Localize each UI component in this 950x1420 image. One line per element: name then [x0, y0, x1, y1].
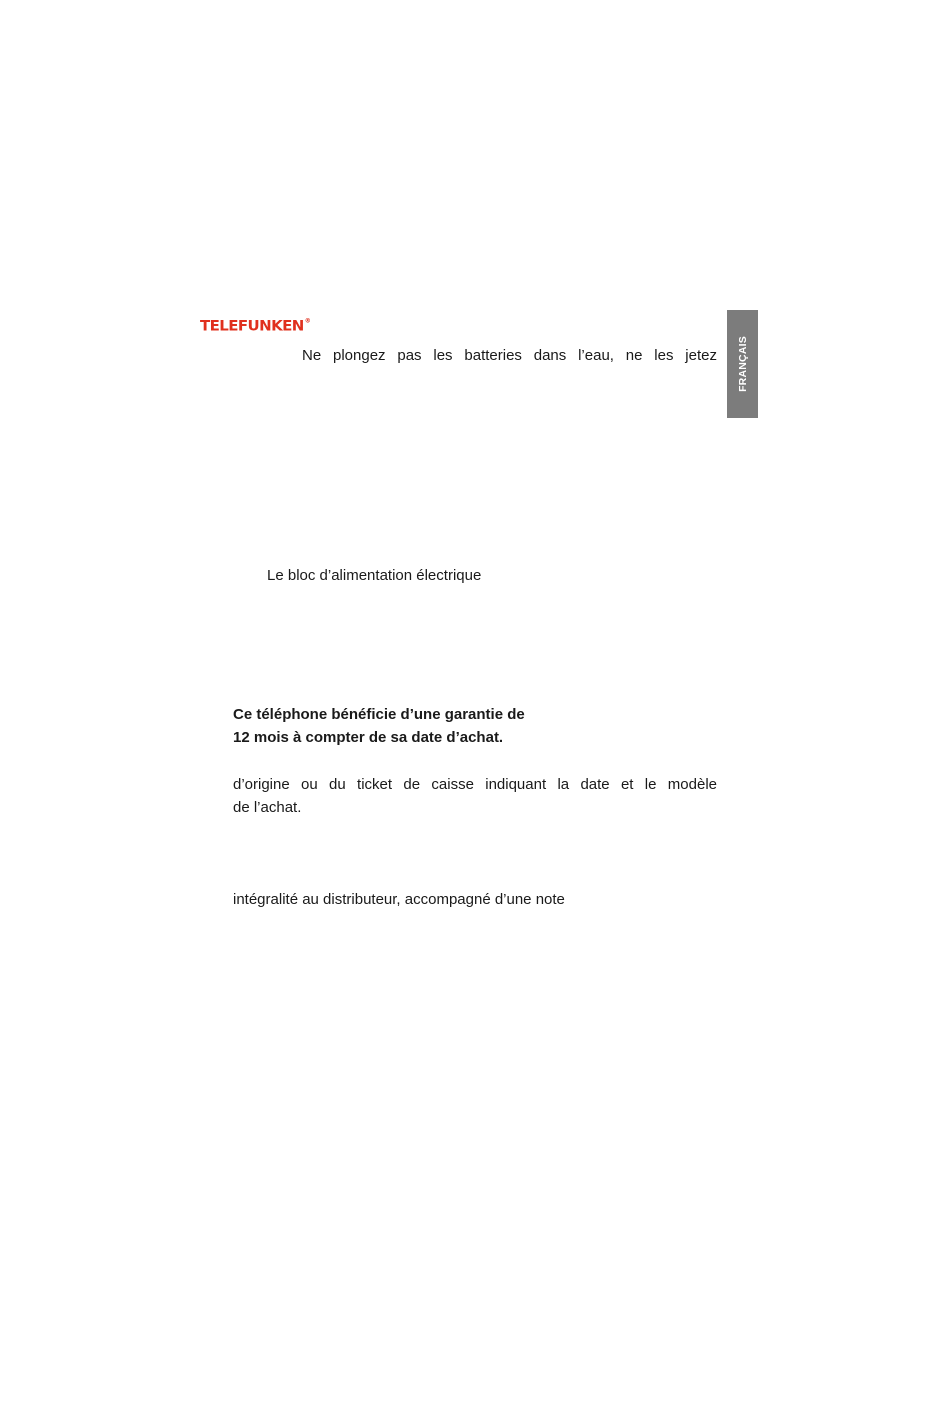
battery-warning-text: Ne plongez pas les batteries dans l’eau, ne les jetez [302, 347, 717, 364]
language-tab-label: FRANÇAIS [736, 336, 749, 392]
receipt-line: d’origine ou du ticket de caisse indiquant la date et le modèle [233, 776, 717, 793]
warranty-statement [233, 703, 525, 749]
receipt-paragraph [233, 773, 717, 819]
registered-mark: ® [304, 317, 311, 325]
receipt-line: de l’achat. [233, 799, 302, 816]
return-note-text: intégralité au distributeur, accompagné d’une note [233, 891, 565, 908]
warranty-line: Ce téléphone bénéficie d’une garantie de [233, 706, 525, 723]
power-supply-text: Le bloc d’alimentation électrique [267, 567, 482, 584]
warranty-line: 12 mois à compter de sa date d’achat. [233, 729, 504, 746]
brand-name: TELEFUNKEN [200, 317, 304, 335]
telefunken-logo [200, 317, 310, 334]
language-tab [727, 310, 758, 418]
